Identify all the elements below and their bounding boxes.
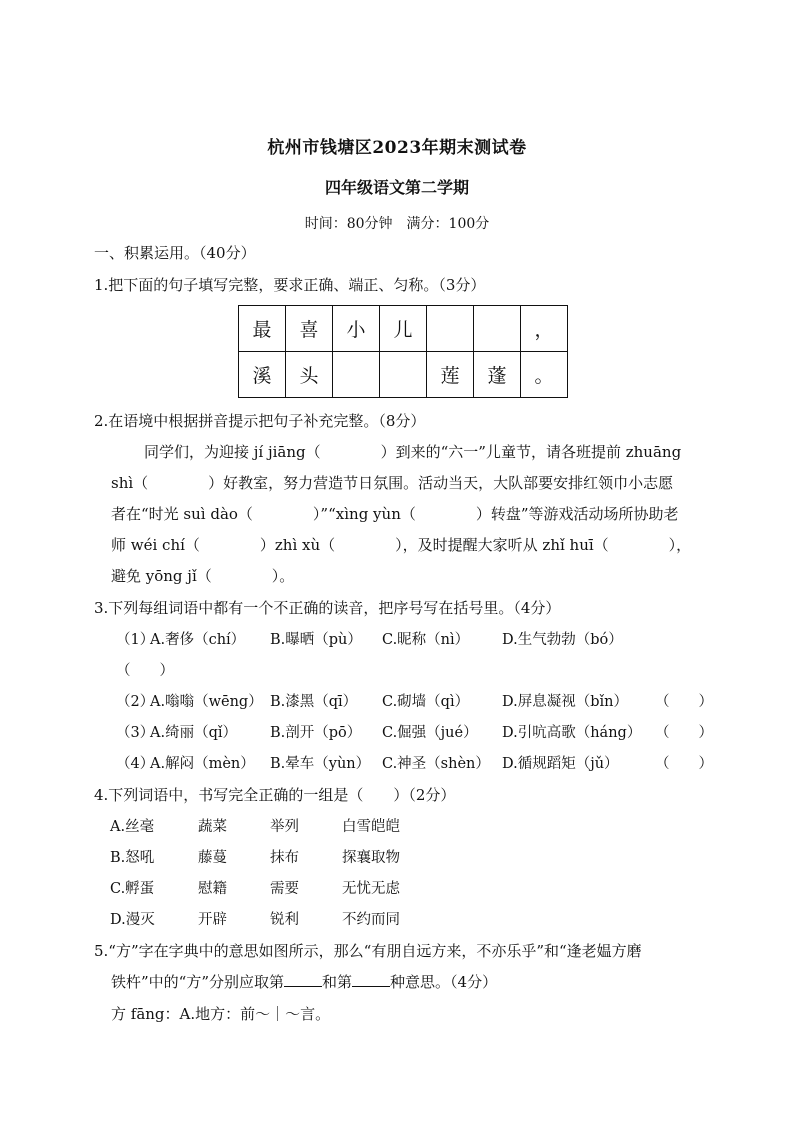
grid-cell: 溪: [239, 352, 286, 398]
group-number: （1）: [116, 632, 155, 648]
exam-meta: 时间：80分钟 满分：100分: [304, 216, 490, 232]
writing-grid: [238, 305, 568, 398]
grid-cell[interactable]: [474, 306, 521, 352]
option-a: A.解闷（mèn）: [150, 756, 255, 772]
grid-cell: 喜: [286, 306, 333, 352]
grid-cell: 蓬: [474, 352, 521, 398]
option-a: A.绮丽（qǐ）: [150, 725, 237, 741]
answer-bracket[interactable]: （ ）: [116, 663, 174, 679]
question-2-line: 师 wéi chí（ ）zhì xù（ ），及时提醒大家听从 zhǐ huī（ ），: [111, 536, 692, 554]
fill-blank[interactable]: [352, 972, 390, 987]
option-d: D.屏息凝视（bǐn）: [502, 694, 628, 710]
grid-cell: 最: [239, 306, 286, 352]
question-5-text: 铁杵”中的“方”分别应取第: [111, 973, 285, 991]
grid-cell: ，: [521, 306, 568, 352]
question-5-line2: [111, 971, 497, 992]
option-b: B.晕车（yùn）: [270, 756, 371, 772]
option-d: D.循规蹈矩（jǔ）: [502, 756, 619, 772]
option-d: D.引吭高歌（háng）: [502, 725, 642, 741]
option-c: C.神圣（shèn）: [382, 756, 490, 772]
exam-title: 杭州市钱塘区2023年期末测试卷: [267, 138, 527, 158]
group-number: （4）: [116, 756, 155, 772]
grid-cell[interactable]: [333, 352, 380, 398]
option-word: 不约而同: [342, 912, 400, 928]
question-2-line: shì（ ）好教室，努力营造节日氛围。活动当天，大队部要安排红领巾小志愿: [111, 474, 674, 492]
option-c: C.倔强（jué）: [382, 725, 478, 741]
option-word: 蔬菜: [198, 819, 227, 835]
group-number: （3）: [116, 725, 155, 741]
option-word: 举列: [270, 819, 299, 835]
option-b: B.漆黑（qī）: [270, 694, 358, 710]
grid-cell: 头: [286, 352, 333, 398]
question-2-line: 避免 yōng jǐ（ ）。: [111, 567, 295, 585]
exam-subtitle: 四年级语文第二学期: [324, 178, 469, 197]
option-word: 开辟: [198, 912, 227, 928]
question-1-stem: 1.把下面的句子填写完整，要求正确、端正、匀称。（3分）: [94, 276, 486, 294]
answer-bracket[interactable]: （ ）: [655, 694, 713, 710]
fill-blank[interactable]: [284, 972, 322, 987]
question-5-text: 种意思。（4分）: [390, 973, 498, 991]
option-word: 藤蔓: [198, 850, 227, 866]
grid-cell: 莲: [427, 352, 474, 398]
dictionary-entry: 方 fāng：A.地方：前～｜～言。: [111, 1005, 331, 1023]
group-number: （2）: [116, 694, 155, 710]
option-b: B.曝晒（pù）: [270, 632, 362, 648]
option-word: 抹布: [270, 850, 299, 866]
grid-cell[interactable]: [380, 352, 427, 398]
option-d: D.生气勃勃（bó）: [502, 632, 623, 648]
grid-cell: 小: [333, 306, 380, 352]
question-2-line: 同学们，为迎接 jí jiāng（ ）到来的“六一”儿童节，请各班提前 zhuāng: [144, 443, 682, 461]
option-c: C.砌墙（qì）: [382, 694, 470, 710]
option-b: B.剖开（pō）: [270, 725, 362, 741]
grid-cell[interactable]: [427, 306, 474, 352]
option-word: 慰籍: [198, 881, 227, 897]
grid-cell: 。: [521, 352, 568, 398]
question-3-stem: 3.下列每组词语中都有一个不正确的读音，把序号写在括号里。（4分）: [94, 599, 561, 617]
section-heading: 一、积累运用。（40分）: [94, 244, 256, 262]
option-word: 探襄取物: [342, 850, 400, 866]
option-word: 锐利: [270, 912, 299, 928]
option-word: 白雪皑皑: [342, 819, 400, 835]
question-5-text: 和第: [322, 973, 353, 991]
option-a: A.奢侈（chí）: [150, 632, 246, 648]
grid-row: [239, 306, 568, 352]
option-word: 无忧无虑: [342, 881, 400, 897]
question-4-stem: 4.下列词语中，书写完全正确的一组是（ ）（2分）: [94, 786, 456, 804]
question-2-stem: 2.在语境中根据拼音提示把句子补充完整。（8分）: [94, 412, 426, 430]
answer-bracket[interactable]: （ ）: [655, 756, 713, 772]
answer-bracket[interactable]: （ ）: [655, 725, 713, 741]
question-2-line: 者在“时光 suì dào（ ）”“xìng yùn（ ）转盘”等游戏活动场所协助老: [111, 505, 679, 523]
question-5-stem: 5.“方”字在字典中的意思如图所示，那么“有朋自远方来，不亦乐乎”和“逢老媪方磨: [94, 942, 642, 960]
option-a: A.嗡嗡（wēng）: [150, 694, 263, 710]
option-word: C.孵蛋: [110, 881, 155, 897]
option-c: C.昵称（nì）: [382, 632, 470, 648]
grid-row: [239, 352, 568, 398]
option-word: A.丝毫: [110, 819, 155, 835]
option-word: D.漫灭: [110, 912, 155, 928]
option-word: 需要: [270, 881, 299, 897]
grid-cell: 儿: [380, 306, 427, 352]
option-word: B.怒吼: [110, 850, 155, 866]
